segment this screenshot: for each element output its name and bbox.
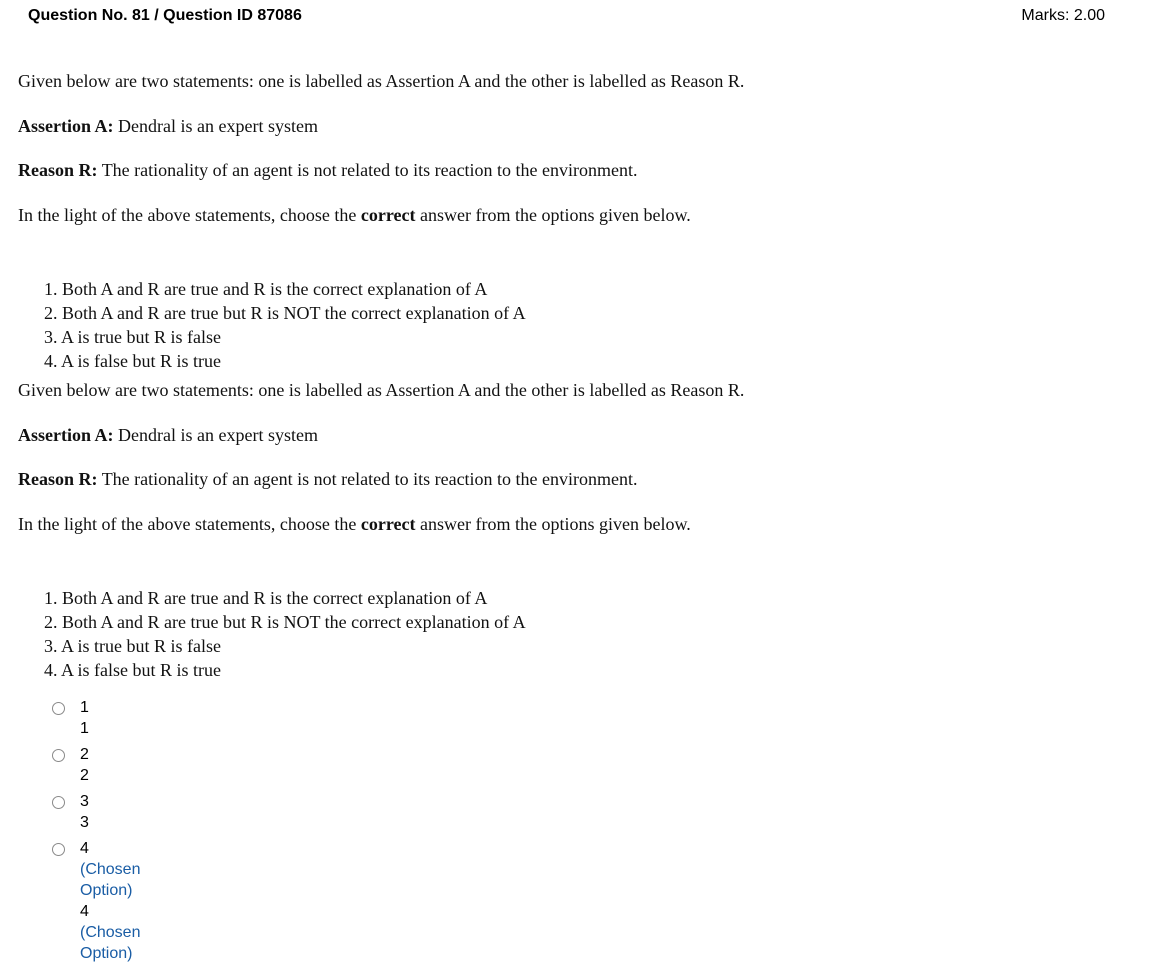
option-value: 4 (80, 903, 89, 920)
radio-button[interactable] (52, 702, 65, 715)
reason-label: Reason R: (18, 469, 98, 489)
instruction-pre: In the light of the above statements, choose the (18, 205, 361, 225)
option-value: 2 (80, 767, 89, 784)
question-header (28, 7, 1105, 29)
option-value: 2 (80, 746, 89, 763)
choice-item: 2. Both A and R are true but R is NOT the correct explanation of A (44, 612, 526, 632)
assertion-statement (18, 116, 318, 137)
choice-list (18, 586, 526, 682)
choice-item: 3. A is true but R is false (44, 327, 221, 347)
reason-statement (18, 469, 638, 490)
assertion-statement (18, 425, 318, 446)
instruction-bold: correct (360, 514, 416, 534)
choice-item: 3. A is true but R is false (44, 636, 221, 656)
choice-item: 1. Both A and R are true and R is the correct explanation of A (44, 588, 488, 608)
assertion-text: Dendral is an expert system (118, 425, 318, 445)
instruction-pre: In the light of the above statements, choose the (18, 514, 361, 534)
assertion-label: Assertion A: (18, 116, 114, 136)
option-label (80, 697, 89, 739)
choice-list (18, 277, 526, 373)
reason-text: The rationality of an agent is not related to its reaction to the environment. (101, 160, 638, 180)
instruction-bold: correct (360, 205, 416, 225)
choice-item: 4. A is false but R is true (44, 660, 221, 680)
reason-text: The rationality of an agent is not related to its reaction to the environment. (101, 469, 638, 489)
option-label (80, 838, 140, 964)
option-value: 1 (80, 720, 89, 737)
question-instruction (18, 514, 691, 535)
question-intro: Given below are two statements: one is labelled as Assertion A and the other is labelled as Reason R. (18, 71, 745, 91)
option-value: 3 (80, 814, 89, 831)
choice-item: 4. A is false but R is true (44, 351, 221, 371)
question-title: Question No. 81 / Question ID 87086 (28, 7, 302, 24)
marks-label: Marks: 2.00 (1021, 7, 1105, 24)
choice-item: 1. Both A and R are true and R is the correct explanation of A (44, 279, 488, 299)
option-value: 4 (80, 840, 89, 857)
assertion-label: Assertion A: (18, 425, 114, 445)
radio-button[interactable] (52, 749, 65, 762)
radio-button[interactable] (52, 843, 65, 856)
reason-label: Reason R: (18, 160, 98, 180)
option-value: 3 (80, 793, 89, 810)
question-intro: Given below are two statements: one is labelled as Assertion A and the other is labelled as Reason R. (18, 380, 745, 400)
chosen-option-note: (Chosen Option) (80, 861, 141, 899)
choice-item: 2. Both A and R are true but R is NOT the correct explanation of A (44, 303, 526, 323)
assertion-text: Dendral is an expert system (118, 116, 318, 136)
instruction-post: answer from the options given below. (415, 514, 691, 534)
reason-statement (18, 160, 638, 181)
instruction-post: answer from the options given below. (415, 205, 691, 225)
option-label (80, 791, 89, 833)
radio-button[interactable] (52, 796, 65, 809)
question-instruction (18, 205, 691, 226)
option-value: 1 (80, 699, 89, 716)
option-label (80, 744, 89, 786)
chosen-option-note: (Chosen Option) (80, 924, 141, 962)
